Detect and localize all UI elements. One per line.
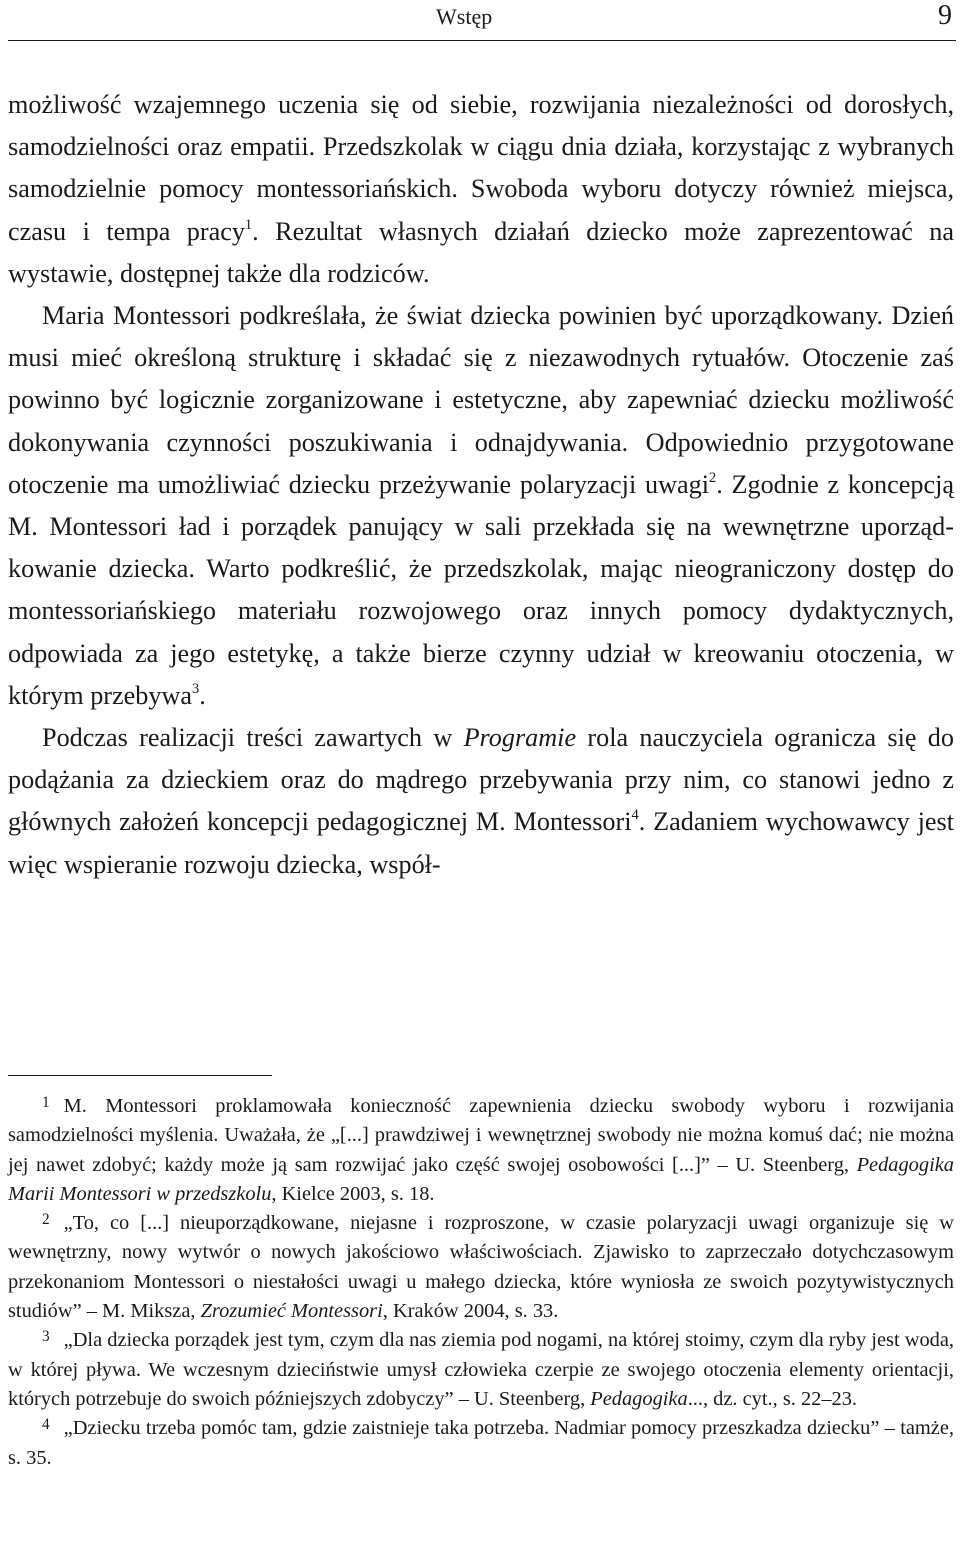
paragraph-1 xyxy=(8,84,954,295)
page-number: 9 xyxy=(938,0,952,31)
paragraph-1-text-a: możliwość wzajemnego uczenia się od siebie, rozwijania niezależności od dorosłych, samodzielności oraz empatii. Przedszkolak w ciągu dnia działa, korzystając z wybranych samodzielnie pomocy montessoriańskich. Swoboda wyboru dotyczy również miejsca, czasu i tempa pracy xyxy=(8,90,954,246)
footnote-1-number: 1 xyxy=(42,1093,50,1111)
paragraph-3-italic: Programie xyxy=(463,723,577,753)
footnote-ref-2[interactable]: 2 xyxy=(708,470,717,487)
footnote-1-text-b: , Kielce 2003, s. 18. xyxy=(271,1182,435,1205)
footnote-ref-3[interactable]: 3 xyxy=(191,681,200,698)
footnote-2-number: 2 xyxy=(42,1210,50,1228)
footnote-3-italic: Pedagogika xyxy=(590,1387,688,1410)
paragraph-3 xyxy=(8,717,954,886)
footnote-1-italic: Pedagogika Marii Montessori w przedszkolu xyxy=(8,1153,954,1205)
paragraph-3-text-b: rola nauczyciela ogranicza się do podążania za dzieckiem oraz do mądrego przebywania przy nim, co stanowi jedno z głównych założeń koncepcji pedagogicznej M. Montessori xyxy=(8,723,954,837)
footnote-2-italic: Zrozumieć Montessori xyxy=(200,1300,383,1323)
main-text xyxy=(8,84,954,886)
paragraph-2-text-a: Maria Montessori podkreślała, że świat dziecka powinien być uporządkowany. Dzień musi mieć określoną strukturę i składać się z niezawodnych rytuałów. Otoczenie zaś powinno być logicznie zorganizowane i estetyczne, aby zapewniać dziecku możliwość dokonywania czynności poszukiwania i odnajdywania. Odpowiednio przygotowane otoczenie ma umożliwiać dziecku przeżywanie polaryzacji uwagi xyxy=(8,301,954,499)
footnote-4-number: 4 xyxy=(42,1415,50,1433)
footnote-3-text-a: „Dla dziecka porządek jest tym, czym dla nas ziemia pod nogami, na której stoimy, czym dla ryby jest woda, w której pływa. We wczesnym dzieciństwie umysł człowieka czerpie ze swojego otoczenia elementy orientacji, których potrzebuje do swoich późniejszych zdobyczy” – U. Steenberg, xyxy=(8,1329,954,1410)
page-header xyxy=(0,0,960,40)
footnote-ref-1[interactable]: 1 xyxy=(244,216,253,233)
footnote-ref-4[interactable]: 4 xyxy=(631,807,639,824)
footnote-2-text-b: , Kraków 2004, s. 33. xyxy=(382,1300,559,1323)
running-title: Wstęp xyxy=(436,4,493,29)
paragraph-3-text-a: Podczas realizacji treści zawartych w xyxy=(42,723,464,753)
paragraph-2-text-b: . Zgodnie z koncepcją M. Montessori ład i porządek panujący w sali przekłada się na wewnętrzne uporządkowanie dziecka. Warto podkreślić, że przedszkolak, mając nieograniczony dostęp do montessoriańskiego materiału rozwojowego oraz innych pomocy dydaktycznych, odpowiada za jego estetykę, a także bierze czynny udział w kreowaniu otoczenia, w którym przebywa xyxy=(8,469,954,710)
footnote-1 xyxy=(8,1092,954,1209)
footnote-2 xyxy=(8,1209,954,1326)
footnote-separator xyxy=(8,1075,272,1076)
paragraph-3-text-c: . Zadaniem wychowawcy jest więc wspieranie rozwoju dziecka, współ- xyxy=(8,807,954,879)
footnote-4-text: „Dziecku trzeba pomóc tam, gdzie zaistnieje taka potrzeba. Nadmiar pomocy przeszkadza dziecku” – tamże, s. 35. xyxy=(8,1417,954,1469)
paragraph-1-text-b: . Rezultat własnych działań dziecko może zaprezentować na wystawie, dostępnej także dla rodziców. xyxy=(8,216,954,288)
footnote-3 xyxy=(8,1326,954,1414)
paragraph-2 xyxy=(8,295,954,717)
paragraph-2-text-c: . xyxy=(199,680,206,710)
footnote-3-text-b: ..., dz. cyt., s. 22–23. xyxy=(687,1387,858,1410)
footnote-1-text-a: M. Montessori proklamowała konieczność zapewnienia dziecku swobody wyboru i rozwijania samodzielności myślenia. Uważała, że „[...] prawdziwej i wewnętrznej swobody nie można komuś dać; nie można jej nawet zdobyć; każdy może ją sam rozwijać jako część swojej osobowości [...]” – U. Steenberg, xyxy=(8,1095,954,1176)
footnote-4 xyxy=(8,1414,954,1473)
footnote-3-number: 3 xyxy=(42,1328,50,1346)
footnote-2-text-a: „To, co [...] nieuporządkowane, niejasne i rozproszone, w czasie polaryzacji uwagi organizuje się w wewnętrzny, nowy wytwór o nowych jakościowo właściwościach. Zjawisko to zaprzeczało dotychczasowym przekonaniom Montessori o niestałości uwagi u małego dziecka, które wyniosła ze swoich pozytywistycznych studiów” – M. Miksza, xyxy=(8,1212,954,1323)
header-rule xyxy=(8,40,956,41)
footnotes xyxy=(8,1092,954,1473)
